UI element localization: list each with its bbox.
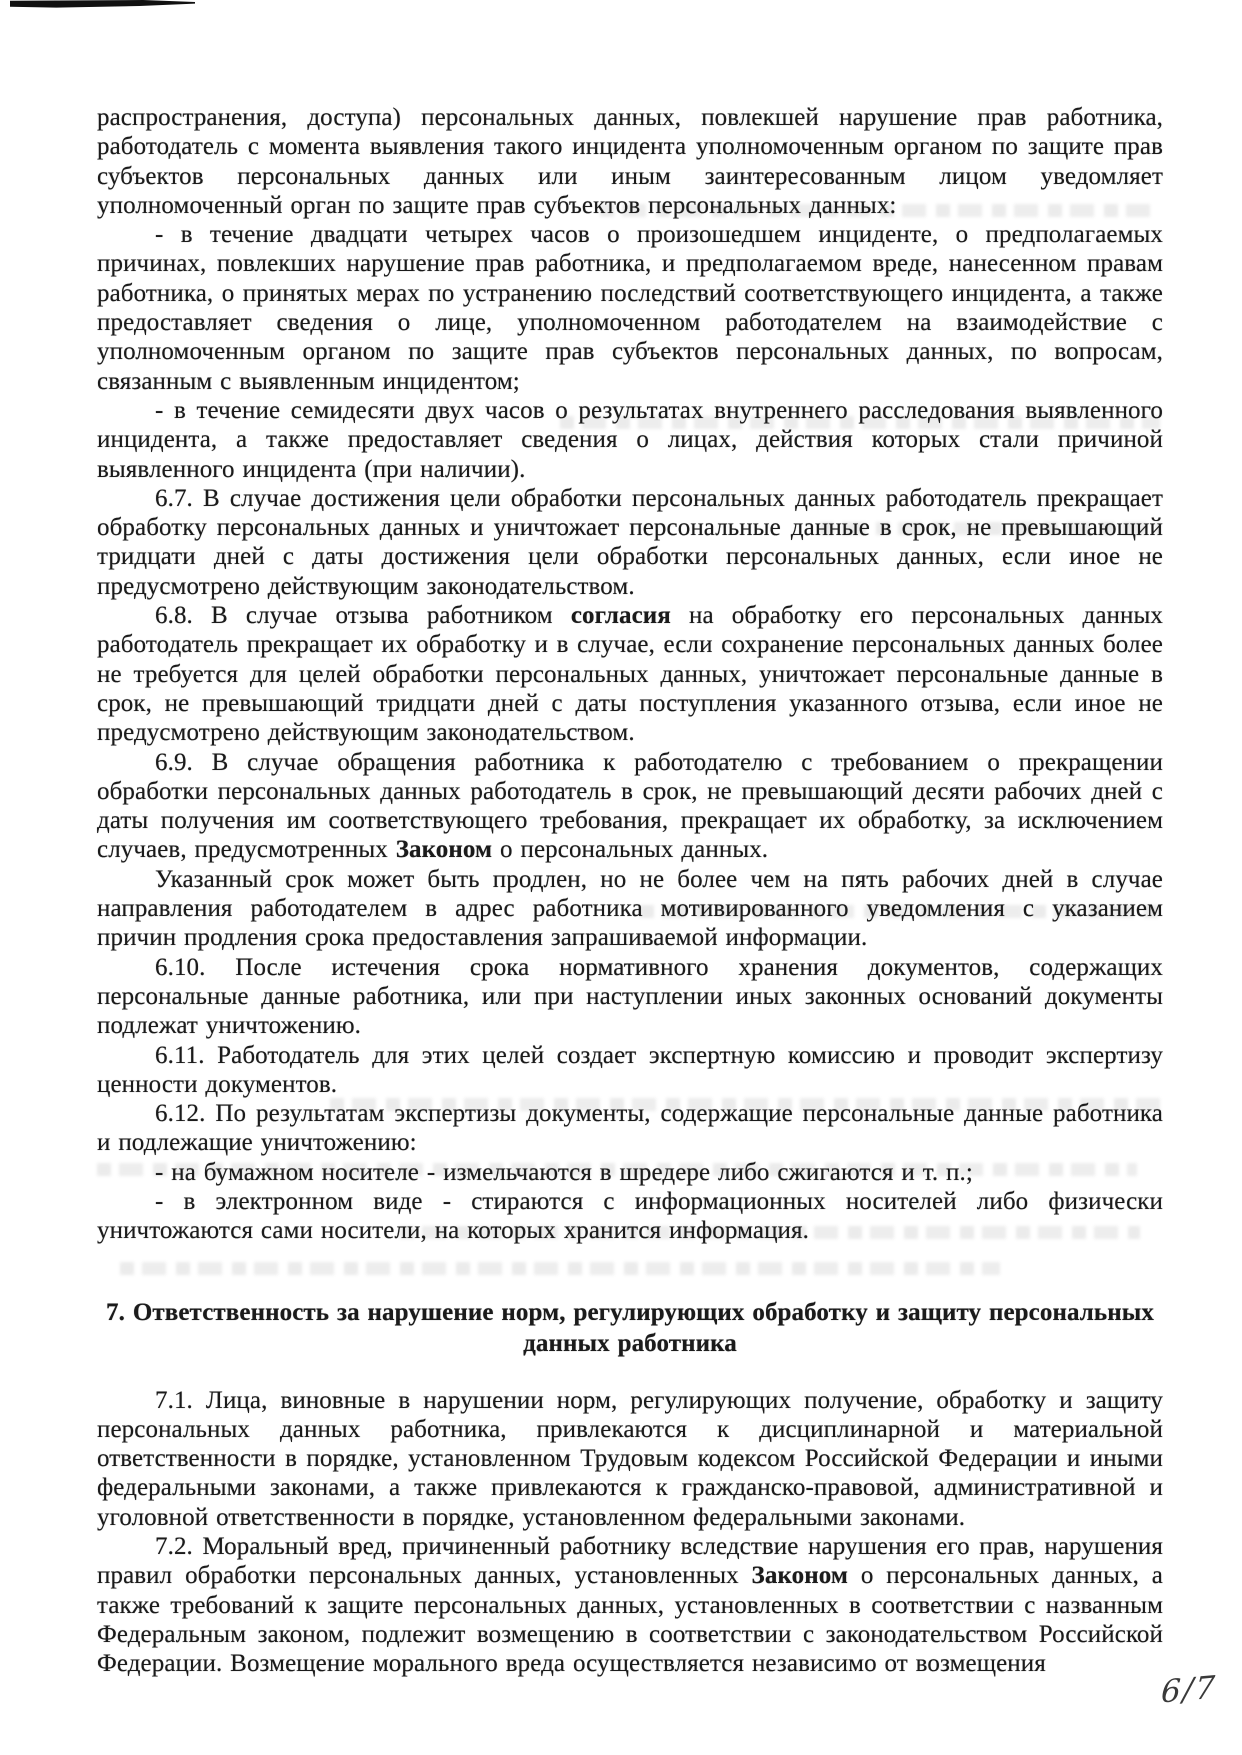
scan-artifact-top-edge bbox=[10, 0, 195, 8]
clause-6-8 bbox=[97, 601, 1163, 747]
clause-6-9 bbox=[97, 748, 1163, 865]
handwritten-page-number: 6/7 bbox=[1160, 1669, 1218, 1711]
bold-term: Законом bbox=[751, 1562, 848, 1590]
paragraph-text: 6.12. По результатам экспертизы документы, содержащие персональные данные работника и подлежащие уничтожению: bbox=[97, 1100, 1163, 1157]
bullet-72-hours bbox=[97, 396, 1163, 484]
bullet-paper-media bbox=[97, 1158, 1163, 1187]
paragraph-text: на обработку его персональных данных работодатель прекращает их обработку и в случае, если сохранение персональных данных более не требуется для целей обработки персональных данных, уничтожает персональные данные в срок, не превышающий тридцати дней с даты поступления указанного отзыва, если иное не предусмотрено действующим законодательством. bbox=[97, 602, 1164, 747]
clause-7-2 bbox=[97, 1532, 1163, 1678]
clause-6-10 bbox=[97, 953, 1163, 1041]
bold-term: согласия bbox=[570, 602, 671, 630]
paragraph-text: - в течение двадцати четырех часов о произошедшем инциденте, о предполагаемых причинах, повлекших нарушение прав работника, и предполагаемом вреде, нанесенном правам работника, о принятых мерах по устранению последствий соответствующего инцидента, а также предоставляет сведения о лице, уполномоченном работодателем на взаимодействие с уполномоченным органом по защите прав субъектов персональных данных, по вопросам, связанным с выявленным инцидентом; bbox=[97, 221, 1163, 395]
paragraph-text: - на бумажном носителе - измельчаются в шредере либо сжигаются и т. п.; bbox=[155, 1158, 973, 1186]
paragraph-text: Указанный срок может быть продлен, но не более чем на пять рабочих дней в случае направления работодателем в адрес работника мотивированного уведомления с указанием причин продления срока предоставления запрашиваемой информации. bbox=[97, 865, 1163, 952]
bullet-24-hours bbox=[97, 220, 1163, 396]
paragraph-text: 6.9. В случае обращения работника к работодателю с требованием о прекращении обработки персональных данных работодатель в срок, не превышающий десяти рабочих дней с даты получения им соответствующего требования, прекращает их обработку, за исключением случаев, предусмотренных bbox=[97, 748, 1163, 864]
bullet-electronic-media bbox=[97, 1187, 1163, 1246]
paragraph-text: 6.10. После истечения срока нормативного хранения документов, содержащих персональные данные работника, или при наступлении иных законных оснований документы подлежат уничтожению. bbox=[97, 953, 1163, 1040]
bold-term: Законом bbox=[395, 836, 493, 864]
paragraph-text: 6.11. Работодатель для этих целей создает экспертную комиссию и проводит экспертизу ценности документов. bbox=[97, 1041, 1163, 1098]
paragraph-text: распространения, доступа) персональных данных, повлекшей нарушение прав работника, работодатель с момента выявления такого инцидента уполномоченным органом по защите прав субъектов персональных данных или иным заинтересованным лицом уведомляет уполномоченный орган по защите прав субъектов персональных данных: bbox=[97, 104, 1163, 219]
section-7-heading: 7. Ответственность за нарушение норм, регулирующих обработку и защиту персональных данных работника bbox=[106, 1298, 1154, 1357]
paragraph-text: о персональных данных, а также требований к защите персональных данных, установленных в соответствии с названным Федеральным законом, подлежит возмещению в соответствии с законодательством Российской Федерации. Возмещение морального вреда осуществляется независимо от возмещения bbox=[97, 1562, 1163, 1678]
paragraph-text: 6.7. В случае достижения цели обработки персональных данных работодатель прекращает обработку персональных данных и уничтожает персональные данные в срок, не превышающий тридцати дней с даты достижения цели обработки персональных данных, если иное не предусмотрено действующим законодательством. bbox=[97, 484, 1163, 600]
clause-6-9-extension-note bbox=[97, 865, 1163, 953]
document-body bbox=[97, 103, 1163, 1679]
clause-6-7 bbox=[97, 484, 1163, 601]
paragraph-text: о персональных данных. bbox=[492, 836, 769, 864]
paragraph-text: 7.1. Лица, виновные в нарушении норм, регулирующих получение, обработку и защиту персональных данных работника, привлекаются к дисциплинарной и материальной ответственности в порядке, установленном Трудовым кодексом Российской Федерации и иными федеральными законами, а также привлекаются к гражданско-правовой, административной и уголовной ответственности в порядке, установленном федеральными законами. bbox=[97, 1386, 1163, 1531]
paragraph-text: 7.2. Моральный вред, причиненный работнику вследствие нарушения его прав, нарушения правил обработки персональных данных, установленных bbox=[97, 1533, 1163, 1590]
clause-6-12 bbox=[97, 1099, 1163, 1158]
paragraph-text: 6.8. В случае отзыва работником bbox=[155, 602, 571, 630]
paragraph-text: - в электронном виде - стираются с информационных носителей либо физически уничтожаются сами носители, на которых хранится информация. bbox=[97, 1187, 1163, 1245]
clause-7-1 bbox=[97, 1386, 1163, 1532]
paragraph-text: - в течение семидесяти двух часов о результатах внутреннего расследования выявленного инцидента, а также предоставляет сведения о лицах, действия которых стали причиной выявленного инцидента (при наличии). bbox=[97, 396, 1163, 483]
paragraph-continuation bbox=[97, 103, 1163, 220]
clause-6-11 bbox=[97, 1041, 1163, 1100]
